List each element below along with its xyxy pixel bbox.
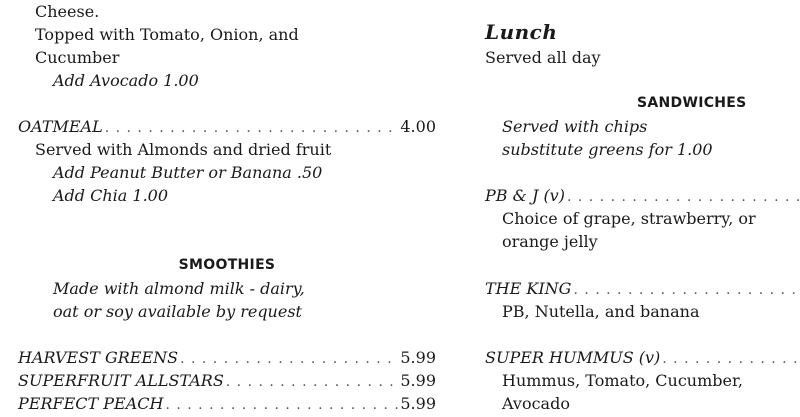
menu-item-name: HARVEST GREENS	[18, 348, 179, 367]
section-note: Served with chips	[502, 117, 648, 136]
section-title-lunch: Lunch	[485, 20, 558, 44]
menu-item-superfruit-allstars	[18, 369, 436, 392]
item-description: orange jelly	[502, 232, 598, 251]
item-description: Cheese.	[35, 2, 100, 21]
menu-item-super-hummus	[485, 346, 800, 369]
dot-leader	[573, 279, 800, 302]
item-description: Avocado	[502, 394, 570, 413]
section-heading-smoothies: SMOOTHIES	[178, 257, 276, 273]
menu-item-name: THE KING	[485, 279, 572, 298]
menu-item-oatmeal	[18, 115, 436, 138]
menu-item-the-king	[485, 277, 800, 300]
menu-item-name: PERFECT PEACH	[18, 394, 164, 413]
item-description: PB, Nutella, and banana	[502, 302, 700, 321]
menu-item-name: PB & J (v)	[485, 186, 565, 205]
section-note: Made with almond milk - dairy,	[53, 279, 305, 298]
item-description: Served with Almonds and dried fruit	[35, 140, 332, 159]
menu-item-name: OATMEAL	[18, 117, 103, 136]
dot-leader	[567, 186, 800, 209]
menu-item-perfect-peach	[18, 392, 436, 415]
menu-item-name: SUPER HUMMUS (v)	[485, 348, 661, 367]
menu-item-price: 5.99	[400, 348, 436, 367]
section-heading-sandwiches: SANDWICHES	[637, 95, 747, 111]
menu-item-price: 4.00	[400, 117, 436, 136]
add-on-option: Add Avocado 1.00	[53, 71, 199, 90]
menu-item-price: 5.99	[400, 371, 436, 390]
menu-item-name: SUPERFRUIT ALLSTARS	[18, 371, 224, 390]
item-description: Hummus, Tomato, Cucumber,	[502, 371, 743, 390]
dot-leader	[662, 348, 800, 371]
dot-leader	[165, 394, 398, 417]
add-on-option: Add Peanut Butter or Banana .50	[53, 163, 323, 182]
section-subtitle: Served all day	[485, 48, 601, 67]
menu-item-price: 5.99	[400, 394, 436, 413]
dot-leader	[226, 371, 399, 394]
dot-leader	[180, 348, 398, 371]
item-description: Choice of grape, strawberry, or	[502, 209, 756, 228]
section-note: substitute greens for 1.00	[502, 140, 713, 159]
item-description: Cucumber	[35, 48, 120, 67]
add-on-option: Add Chia 1.00	[53, 186, 169, 205]
menu-item-pb-and-j	[485, 184, 800, 207]
item-description: Topped with Tomato, Onion, and	[35, 25, 299, 44]
dot-leader	[105, 117, 399, 140]
section-note: oat or soy available by request	[53, 302, 302, 321]
menu-item-harvest-greens	[18, 346, 436, 369]
